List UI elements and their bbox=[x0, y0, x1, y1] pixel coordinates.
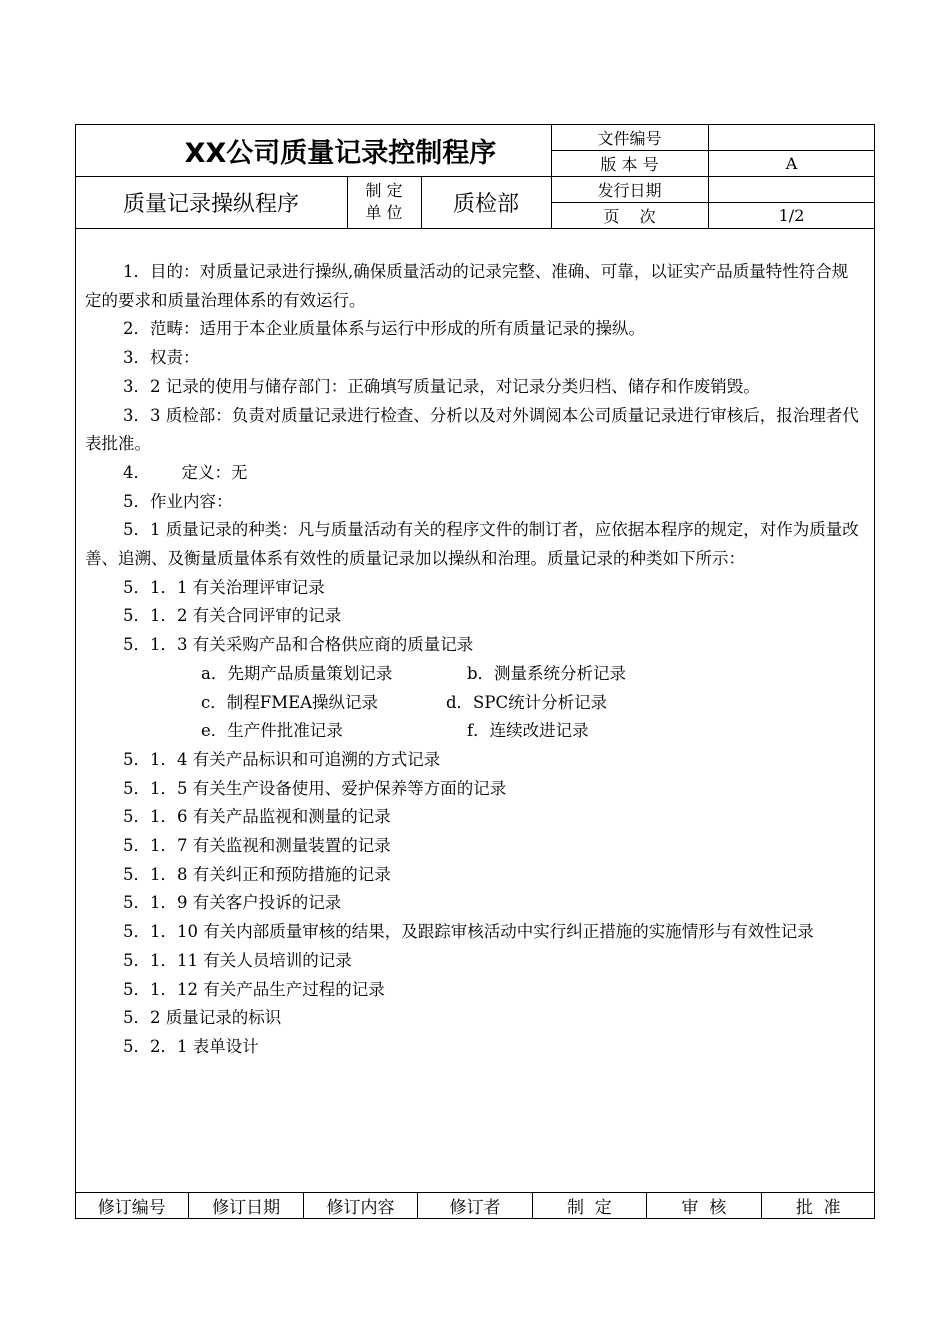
section-3-3: 3．3 质检部：负责对质量记录进行检查、分析以及对外调阅本公司质量记录进行审核后，报治理者代表批准。 bbox=[85, 405, 859, 454]
section-5-1-4: 5．1．4 有关产品标识和可追溯的方式记录 bbox=[123, 749, 441, 769]
section-5-1-6: 5．1．6 有关产品监视和测量的记录 bbox=[123, 807, 391, 827]
section-work-content: 5．作业内容： bbox=[123, 491, 233, 511]
issuing-unit-label bbox=[347, 176, 421, 228]
section-5-1-1: 5．1．1 有关治理评审记录 bbox=[123, 577, 325, 597]
section-5-1-8: 5．1．8 有关纠正和预防措施的记录 bbox=[123, 864, 391, 884]
section-purpose: 1．目的：对质量记录进行操纵,确保质量活动的记录完整、准确、可靠，以证实产品质量特性符合规定的要求和质量治理体系的有效运行。 bbox=[85, 262, 849, 310]
section-5-1-9: 5．1．9 有关客户投诉的记录 bbox=[123, 893, 342, 913]
sub-item-c: c．制程FMEA操纵记录 bbox=[201, 692, 379, 712]
footer-revision-number: 修订编号 bbox=[75, 1192, 189, 1219]
document-title: XX公司质量记录控制程序 bbox=[184, 137, 497, 169]
section-responsibility: 3．权责： bbox=[123, 348, 200, 368]
section-5-2-1: 5．2．1 表单设计 bbox=[123, 1036, 259, 1056]
sub-item-a: a．先期产品质量策划记录 bbox=[201, 663, 393, 683]
sub-item-b: b．测量系统分析记录 bbox=[467, 663, 627, 683]
doc-number-label: 文件编号 bbox=[597, 128, 662, 148]
doc-number-value bbox=[708, 124, 875, 150]
section-5-1-11: 5．1．11 有关人员培训的记录 bbox=[123, 950, 352, 970]
footer-reviser: 修订者 bbox=[418, 1192, 532, 1219]
footer-revision-date: 修订日期 bbox=[189, 1192, 303, 1219]
department-name: 质检部 bbox=[452, 191, 519, 217]
document-body bbox=[85, 258, 860, 1062]
issuing-unit-label-line2: 单 位 bbox=[365, 203, 403, 222]
section-5-2: 5．2 质量记录的标识 bbox=[123, 1008, 282, 1028]
page-value: 1/2 bbox=[778, 205, 805, 225]
section-5-1-5: 5．1．5 有关生产设备使用、爱护保养等方面的记录 bbox=[123, 778, 507, 798]
footer-prepared: 制 定 bbox=[533, 1192, 647, 1219]
footer-approved: 批 准 bbox=[795, 1198, 841, 1218]
version-label: 版 本 号 bbox=[600, 154, 659, 174]
section-5-1-12: 5．1．12 有关产品生产过程的记录 bbox=[123, 979, 385, 999]
revision-footer bbox=[75, 1192, 875, 1219]
sub-item-e: e．生产件批准记录 bbox=[201, 721, 343, 741]
section-5-1: 5．1 质量记录的种类：凡与质量活动有关的程序文件的制订者，应依据本程序的规定，对作为质量改善、追溯、及衡量质量体系有效性的质量记录加以操纵和治理。质量记录的种类如下所示： bbox=[85, 520, 859, 569]
section-5-1-2: 5．1．2 有关合同评审的记录 bbox=[123, 606, 342, 626]
section-definition: 4． 定义：无 bbox=[123, 462, 248, 482]
sub-list-row-1 bbox=[85, 660, 860, 689]
sub-item-d: d．SPC统计分析记录 bbox=[446, 692, 608, 712]
footer-revision-content: 修订内容 bbox=[304, 1192, 418, 1219]
section-5-1-10: 5．1．10 有关内部质量审核的结果，及跟踪审核活动中实行纠正措施的实施情形与有效性记录 bbox=[123, 922, 814, 942]
issuing-unit-label-line1: 制 定 bbox=[365, 181, 403, 200]
sub-list-row-3 bbox=[85, 717, 860, 746]
sub-item-f: f．连续改进记录 bbox=[467, 721, 589, 741]
sub-list-row-2 bbox=[85, 689, 860, 718]
issue-date-value bbox=[708, 176, 875, 202]
issue-date-label: 发行日期 bbox=[597, 180, 662, 200]
footer-reviewed: 审 核 bbox=[647, 1192, 761, 1219]
section-3-2: 3．2 记录的使用与储存部门：正确填写质量记录，对记录分类归档、储存和作废销毁。 bbox=[123, 376, 760, 396]
version-value: A bbox=[785, 153, 798, 173]
procedure-subtitle: 质量记录操纵程序 bbox=[122, 191, 299, 217]
section-scope: 2．范畴：适用于本企业质量体系与运行中形成的所有质量记录的操纵。 bbox=[123, 319, 645, 339]
page-label: 页 次 bbox=[603, 206, 656, 226]
section-5-1-3: 5．1．3 有关采购产品和合格供应商的质量记录 bbox=[123, 635, 474, 655]
section-5-1-7: 5．1．7 有关监视和测量装置的记录 bbox=[123, 836, 391, 856]
header-bottom-line bbox=[75, 228, 875, 229]
